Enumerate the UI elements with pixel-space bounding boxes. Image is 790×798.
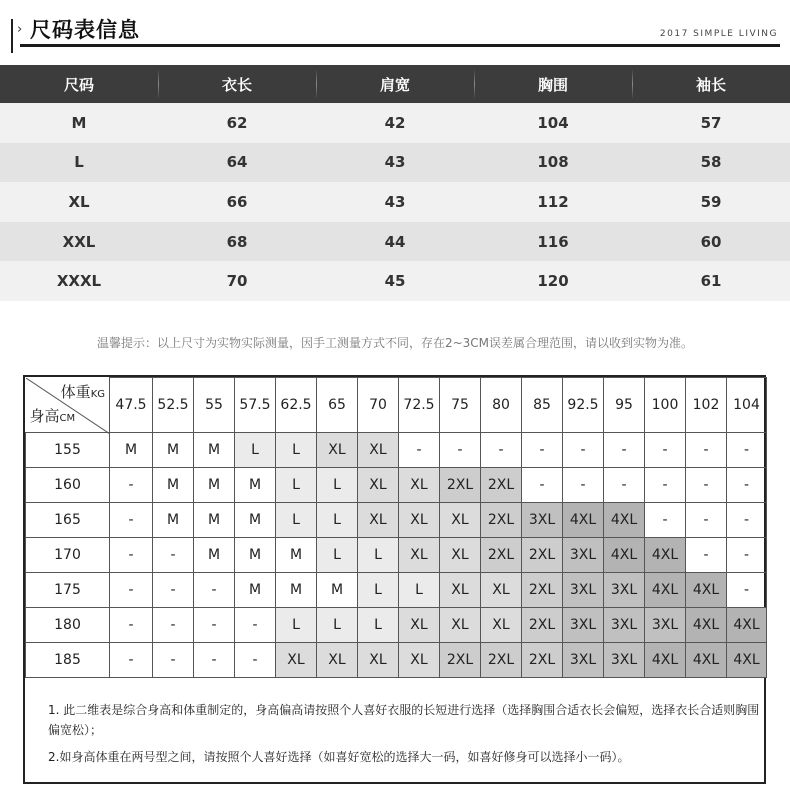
- size-cell: XL: [440, 503, 481, 538]
- size-cell: -: [727, 503, 767, 538]
- size-cell: -: [645, 433, 686, 468]
- size-cell: 4XL: [686, 573, 727, 608]
- table-cell: 44: [384, 232, 406, 251]
- height-cell: 160: [26, 468, 110, 503]
- size-cell: 2XL: [440, 643, 481, 678]
- height-cell: 175: [26, 573, 110, 608]
- weight-header-cell: 57.5: [235, 378, 276, 433]
- matrix-row: [26, 538, 767, 573]
- size-cell: 3XL: [563, 643, 604, 678]
- size-table-header: [0, 65, 790, 103]
- size-cell: -: [686, 468, 727, 503]
- size-cell: -: [153, 608, 194, 643]
- size-cell: -: [110, 538, 153, 573]
- size-cell: M: [153, 503, 194, 538]
- weight-header-cell: 62.5: [276, 378, 317, 433]
- table-cell: 68: [226, 232, 248, 251]
- size-cell: XL: [399, 468, 440, 503]
- size-cell: L: [317, 468, 358, 503]
- size-cell: -: [110, 573, 153, 608]
- size-cell: M: [153, 433, 194, 468]
- size-cell: 4XL: [604, 503, 645, 538]
- size-table-row: [0, 143, 790, 183]
- table-cell: 120: [537, 272, 569, 291]
- weight-header-cell: 52.5: [153, 378, 194, 433]
- size-cell: -: [727, 573, 767, 608]
- size-cell: 4XL: [727, 608, 767, 643]
- size-cell: 2XL: [481, 643, 522, 678]
- size-cell: 3XL: [604, 608, 645, 643]
- size-cell: L: [276, 503, 317, 538]
- weight-header-cell: 100: [645, 378, 686, 433]
- size-cell: 3XL: [604, 643, 645, 678]
- size-cell: 3XL: [522, 503, 563, 538]
- weight-header-cell: 85: [522, 378, 563, 433]
- height-cell: 155: [26, 433, 110, 468]
- table-cell: 112: [537, 192, 569, 211]
- size-cell: -: [563, 468, 604, 503]
- size-cell: XL: [481, 608, 522, 643]
- size-cell: -: [194, 643, 235, 678]
- header-accent-bar: [11, 19, 13, 53]
- size-cell: -: [604, 468, 645, 503]
- size-table-row: [0, 103, 790, 143]
- size-cell: 3XL: [604, 573, 645, 608]
- table-cell: 43: [384, 192, 406, 211]
- weight-header-cell: 95: [604, 378, 645, 433]
- size-cell: -: [604, 433, 645, 468]
- height-cell: 170: [26, 538, 110, 573]
- size-table-row: [0, 261, 790, 301]
- weight-header-cell: 75: [440, 378, 481, 433]
- page-header: [0, 0, 790, 50]
- size-cell: -: [399, 433, 440, 468]
- table-cell: 57: [700, 113, 722, 132]
- size-cell: XL: [399, 643, 440, 678]
- weight-unit: KG: [90, 388, 105, 400]
- size-cell: XL: [358, 503, 399, 538]
- column-header: 衣长: [158, 65, 316, 103]
- size-cell: XL: [317, 433, 358, 468]
- size-cell: M: [235, 538, 276, 573]
- size-cell: -: [110, 608, 153, 643]
- header-divider: [20, 44, 780, 47]
- size-cell: L: [276, 468, 317, 503]
- size-cell: -: [686, 538, 727, 573]
- size-cell: M: [276, 573, 317, 608]
- size-matrix-table: [25, 377, 767, 678]
- column-header: 袖长: [632, 65, 790, 103]
- weight-header-cell: 55: [194, 378, 235, 433]
- table-cell: 108: [537, 153, 569, 172]
- size-cell: 2XL: [522, 573, 563, 608]
- size-cell: 4XL: [686, 643, 727, 678]
- weight-axis-label: [61, 381, 105, 402]
- matrix-row: [26, 643, 767, 678]
- size-cell: L: [358, 538, 399, 573]
- size-cell: 2XL: [481, 468, 522, 503]
- size-cell: M: [153, 468, 194, 503]
- size-cell: -: [110, 503, 153, 538]
- weight-header-cell: 70: [358, 378, 399, 433]
- brand-tagline: 2017 SIMPLE LIVING: [659, 29, 778, 39]
- table-cell: L: [74, 153, 84, 172]
- table-cell: 104: [537, 113, 569, 132]
- table-cell: 62: [226, 113, 248, 132]
- size-matrix: [23, 375, 766, 784]
- size-cell: -: [481, 433, 522, 468]
- size-cell: 2XL: [522, 608, 563, 643]
- size-cell: XL: [276, 643, 317, 678]
- height-label-text: 身高: [29, 407, 60, 425]
- table-cell: 116: [537, 232, 569, 251]
- table-cell: M: [71, 113, 87, 132]
- height-cell: 185: [26, 643, 110, 678]
- size-cell: -: [440, 433, 481, 468]
- size-cell: 4XL: [686, 608, 727, 643]
- size-cell: L: [358, 608, 399, 643]
- size-cell: 3XL: [563, 573, 604, 608]
- size-cell: -: [686, 433, 727, 468]
- weight-header-cell: 65: [317, 378, 358, 433]
- size-cell: M: [235, 468, 276, 503]
- size-cell: XL: [399, 538, 440, 573]
- matrix-corner: [26, 378, 110, 433]
- size-cell: -: [563, 433, 604, 468]
- weight-header-cell: 80: [481, 378, 522, 433]
- size-table-row: [0, 182, 790, 222]
- size-cell: 2XL: [440, 468, 481, 503]
- table-cell: 66: [226, 192, 248, 211]
- size-cell: XL: [440, 538, 481, 573]
- size-cell: XL: [399, 503, 440, 538]
- height-unit: CM: [59, 413, 76, 424]
- size-cell: M: [235, 573, 276, 608]
- note-1: 1. 此二维表是综合身高和体重制定的，身高偏高请按照个人喜好衣服的长短进行选择（选择胸围合适衣长会偏短，选择衣长合适则胸围偏宽松）；: [48, 703, 760, 737]
- size-table-row: [0, 222, 790, 262]
- size-cell: L: [276, 608, 317, 643]
- matrix-row: [26, 608, 767, 643]
- matrix-row: [26, 433, 767, 468]
- table-cell: XXXL: [56, 272, 102, 291]
- table-cell: 60: [700, 232, 722, 251]
- size-cell: -: [194, 573, 235, 608]
- matrix-row: [26, 468, 767, 503]
- weight-header-cell: 102: [686, 378, 727, 433]
- size-cell: 2XL: [522, 538, 563, 573]
- size-cell: -: [194, 608, 235, 643]
- size-cell: 3XL: [645, 608, 686, 643]
- size-cell: 4XL: [645, 538, 686, 573]
- size-cell: M: [235, 503, 276, 538]
- size-cell: L: [276, 433, 317, 468]
- size-cell: L: [317, 538, 358, 573]
- height-cell: 180: [26, 608, 110, 643]
- note-2: 2.如身高体重在两号型之间，请按照个人喜好选择（如喜好宽松的选择大一码，如喜好修身可以选择小一码）。: [48, 750, 630, 764]
- size-table: [0, 65, 790, 301]
- table-cell: 61: [700, 272, 722, 291]
- table-cell: 70: [226, 272, 248, 291]
- size-cell: M: [194, 503, 235, 538]
- size-cell: -: [110, 468, 153, 503]
- size-cell: 4XL: [563, 503, 604, 538]
- size-cell: M: [110, 433, 153, 468]
- size-cell: -: [727, 433, 767, 468]
- column-header: 胸围: [474, 65, 632, 103]
- size-cell: 3XL: [563, 608, 604, 643]
- size-cell: -: [686, 503, 727, 538]
- size-cell: -: [522, 468, 563, 503]
- size-cell: -: [110, 643, 153, 678]
- table-cell: 64: [226, 153, 248, 172]
- page-title: 尺码表信息: [30, 18, 140, 42]
- size-cell: XL: [440, 608, 481, 643]
- table-cell: 58: [700, 153, 722, 172]
- size-cell: -: [153, 643, 194, 678]
- size-cell: -: [153, 573, 194, 608]
- size-cell: -: [727, 468, 767, 503]
- table-cell: 43: [384, 153, 406, 172]
- matrix-row: [26, 573, 767, 608]
- size-cell: XL: [481, 573, 522, 608]
- size-cell: XL: [358, 433, 399, 468]
- size-cell: -: [727, 538, 767, 573]
- size-cell: L: [317, 503, 358, 538]
- column-header: 尺码: [63, 75, 94, 94]
- size-cell: 4XL: [645, 573, 686, 608]
- matrix-row: [26, 503, 767, 538]
- size-cell: -: [153, 538, 194, 573]
- size-cell: 4XL: [727, 643, 767, 678]
- size-cell: L: [358, 573, 399, 608]
- size-cell: -: [235, 608, 276, 643]
- size-cell: M: [317, 573, 358, 608]
- weight-header-cell: 47.5: [110, 378, 153, 433]
- weight-header-cell: 72.5: [399, 378, 440, 433]
- size-cell: XL: [358, 468, 399, 503]
- table-cell: 59: [700, 192, 722, 211]
- size-cell: 2XL: [522, 643, 563, 678]
- table-cell: 45: [384, 272, 406, 291]
- weight-header-cell: 104: [727, 378, 767, 433]
- table-cell: XL: [68, 192, 90, 211]
- size-cell: L: [317, 608, 358, 643]
- size-cell: 2XL: [481, 538, 522, 573]
- size-cell: -: [522, 433, 563, 468]
- size-cell: 2XL: [481, 503, 522, 538]
- size-cell: -: [235, 643, 276, 678]
- size-table-body: [0, 103, 790, 301]
- size-cell: L: [399, 573, 440, 608]
- size-cell: M: [194, 538, 235, 573]
- table-cell: 42: [384, 113, 406, 132]
- size-cell: M: [194, 433, 235, 468]
- weight-header-row: [26, 378, 767, 433]
- size-cell: 4XL: [604, 538, 645, 573]
- measurement-tip: 温馨提示：以上尺寸为实物实际测量，因手工测量方式不同，存在2~3CM误差属合理范围，请以收到实物为准。: [96, 336, 694, 350]
- column-header: 肩宽: [316, 65, 474, 103]
- weight-label-text: 体重: [60, 382, 91, 401]
- size-cell: L: [235, 433, 276, 468]
- size-cell: XL: [399, 608, 440, 643]
- size-cell: M: [276, 538, 317, 573]
- size-cell: 3XL: [563, 538, 604, 573]
- height-cell: 165: [26, 503, 110, 538]
- size-cell: -: [645, 468, 686, 503]
- size-cell: M: [194, 468, 235, 503]
- table-cell: XXL: [62, 232, 96, 251]
- size-cell: XL: [440, 573, 481, 608]
- size-cell: -: [645, 503, 686, 538]
- size-cell: XL: [317, 643, 358, 678]
- size-cell: 4XL: [645, 643, 686, 678]
- size-cell: XL: [358, 643, 399, 678]
- weight-header-cell: 92.5: [563, 378, 604, 433]
- chevron-right-icon: ›: [17, 22, 23, 37]
- height-axis-label: [30, 405, 76, 426]
